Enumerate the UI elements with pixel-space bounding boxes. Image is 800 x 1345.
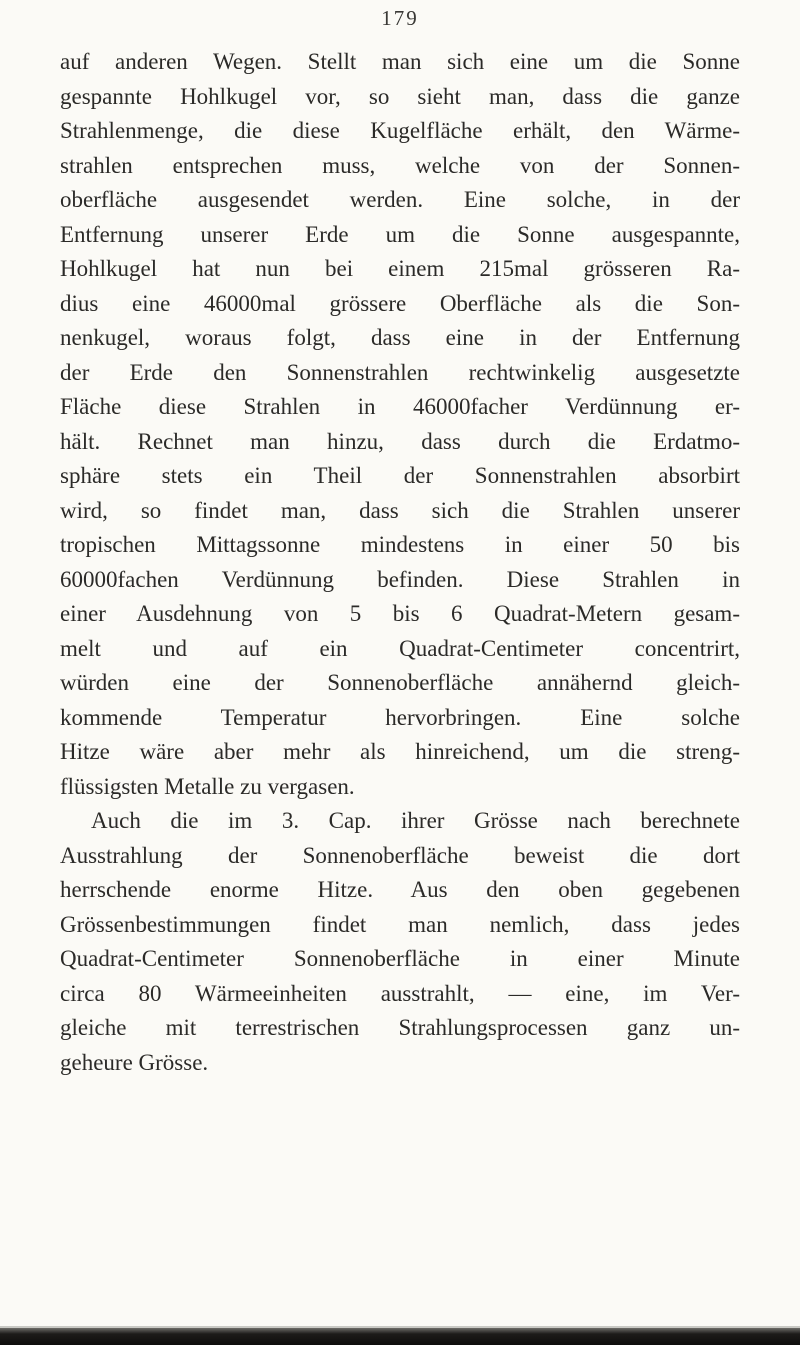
text-line: Entfernung unserer Erde um die Sonne ausgespannte,: [60, 221, 740, 247]
text-line: Hohlkugel hat nun bei einem 215mal grösseren Ra-: [60, 256, 740, 281]
text-line: sphäre stets ein Theil der Sonnenstrahlen absorbirt: [60, 463, 740, 488]
paragraph-end-line: flüssigsten Metalle zu vergasen.: [60, 773, 355, 799]
text-line: würden eine der Sonnenoberfläche annähernd gleich-: [60, 670, 740, 695]
text-line: dius eine 46000mal grössere Oberfläche als die Son-: [60, 290, 740, 316]
text-line: einer Ausdehnung von 5 bis 6 Quadrat-Metern gesam-: [60, 601, 740, 626]
scan-bottom-edge: [0, 1328, 800, 1345]
paragraph-start-line: Auch die im 3. Cap. ihrer Grösse nach berechnete: [91, 808, 740, 833]
text-line: gespannte Hohlkugel vor, so sieht man, dass die ganze: [60, 83, 740, 109]
text-line: der Erde den Sonnenstrahlen rechtwinkelig ausgesetzte: [60, 359, 740, 385]
text-line: Grössenbestimmungen findet man nemlich, dass jedes: [60, 911, 740, 937]
text-line: wird, so findet man, dass sich die Strahlen unserer: [60, 497, 740, 523]
text-line: 60000fachen Verdünnung befinden. Diese Strahlen in: [60, 566, 740, 592]
text-line: melt und auf ein Quadrat-Centimeter concentrirt,: [60, 635, 740, 661]
page-number: 179: [381, 6, 419, 30]
text-line: Hitze wäre aber mehr als hinreichend, um die streng-: [60, 739, 740, 764]
text-line: hält. Rechnet man hinzu, dass durch die Erdatmo-: [60, 428, 740, 454]
text-line: kommende Temperatur hervorbringen. Eine solche: [60, 704, 740, 730]
text-line: tropischen Mittagssonne mindestens in einer 50 bis: [60, 532, 740, 557]
text-line: Quadrat-Centimeter Sonnenoberfläche in einer Minute: [60, 946, 740, 971]
text-line: oberfläche ausgesendet werden. Eine solche, in der: [60, 187, 740, 212]
body-text: [60, 45, 740, 1080]
text-line: strahlen entsprechen muss, welche von der Sonnen-: [60, 152, 740, 178]
text-line: circa 80 Wärmeeinheiten ausstrahlt, — eine, im Ver-: [60, 980, 740, 1006]
text-line: herrschende enorme Hitze. Aus den oben gegebenen: [60, 877, 740, 902]
text-line: Ausstrahlung der Sonnenoberfläche beweist die dort: [60, 842, 740, 868]
text-line: gleiche mit terrestrischen Strahlungsprocessen ganz un-: [60, 1015, 740, 1040]
text-line: auf anderen Wegen. Stellt man sich eine um die Sonne: [60, 49, 740, 74]
text-line: nenkugel, woraus folgt, dass eine in der Entfernung: [60, 325, 740, 350]
text-line: Strahlenmenge, die diese Kugelfläche erhält, den Wärme-: [60, 118, 740, 143]
text-line: Fläche diese Strahlen in 46000facher Verdünnung er-: [60, 394, 740, 419]
paragraph-end-line: geheure Grösse.: [60, 1049, 209, 1075]
